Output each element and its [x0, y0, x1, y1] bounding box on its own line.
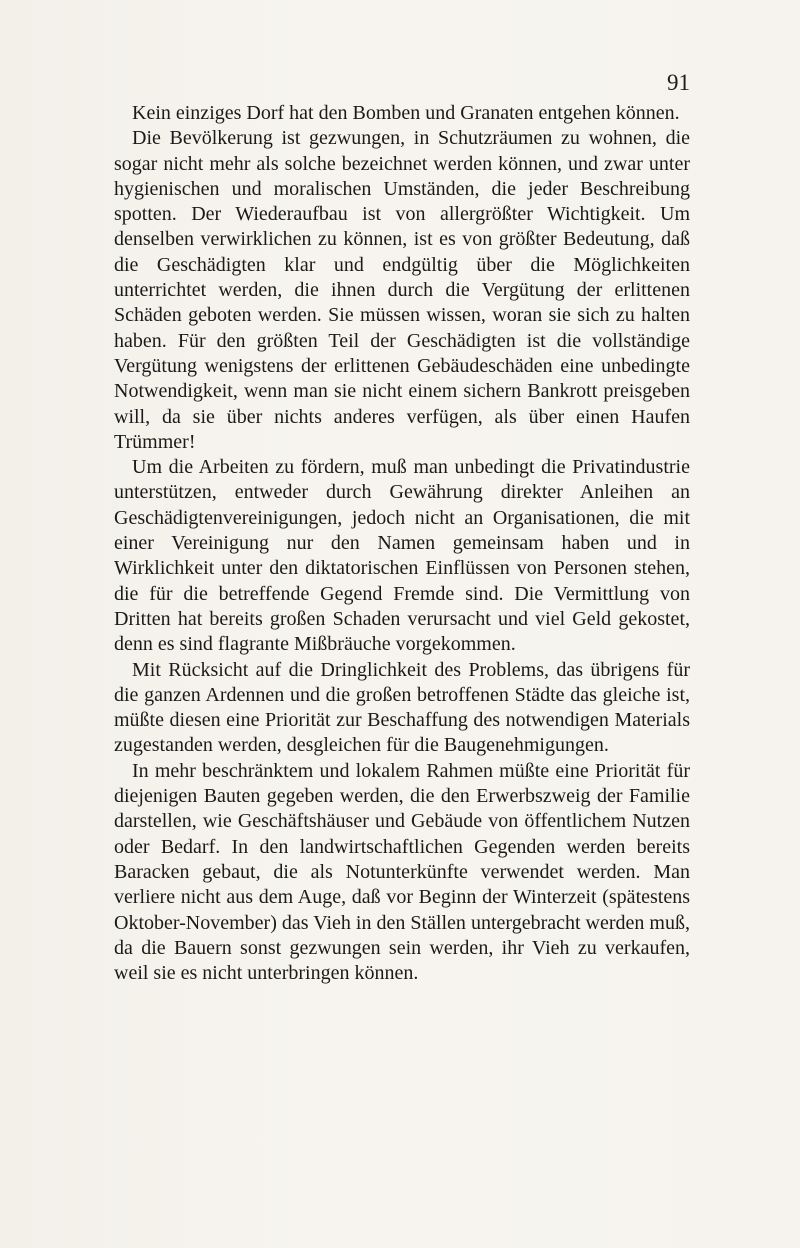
paragraph: Um die Arbeiten zu fördern, muß man unbedingt die Privatindustrie unterstützen, entweder durch Gewährung direkter Anleihen an Geschädigtenvereinigungen, jedoch nicht an Organisationen, die mit einer Vereinigung nur den Namen gemeinsam haben und in Wirklichkeit unter den diktatorischen Einflüssen von Personen stehen, die für die betreffende Gegend Fremde sind. Die Vermittlung von Dritten hat bereits großen Schaden verursacht und viel Geld gekostet, denn es sind flagrante Mißbräuche vorgekommen. — [114, 456, 690, 656]
body-text — [114, 101, 690, 986]
page-number: 91 — [667, 70, 690, 95]
paragraph: Kein einziges Dorf hat den Bomben und Granaten entgehen können. — [132, 102, 680, 124]
paragraph: In mehr beschränktem und lokalem Rahmen müßte eine Priorität für diejenigen Bauten gegeben werden, die den Erwerbszweig der Familie darstellen, wie Geschäftshäuser und Gebäude von öffentlichem Nutzen oder Bedarf. In den landwirtschaftlichen Gegenden werden bereits Baracken gebaut, die als Notunterkünfte verwendet werden. Man verliere nicht aus dem Auge, daß vor Beginn der Winterzeit (spätestens Oktober-November) das Vieh in den Ställen untergebracht werden muß, da die Bauern sonst gezwungen sein werden, ihr Vieh zu verkaufen, weil sie es nicht unterbringen können. — [114, 759, 690, 985]
paragraph: Mit Rücksicht auf die Dringlichkeit des Problems, das übrigens für die ganzen Ardennen und die großen betroffenen Städte das gleiche ist, müßte diesen eine Priorität zur Beschaffung des notwendigen Materials zugestanden werden, desgleichen für die Baugenehmigungen. — [114, 658, 690, 757]
paragraph: Die Bevölkerung ist gezwungen, in Schutzräumen zu wohnen, die sogar nicht mehr als solche bezeichnet werden können, und zwar unter hygienischen und moralischen Umständen, die jeder Beschreibung spotten. Der Wiederaufbau ist von allergrößter Wichtigkeit. Um denselben verwirklichen zu können, ist es von größter Bedeutung, daß die Geschädigten klar und endgültig über die Möglichkeiten unterrichtet werden, die ihnen durch die Vergütung der erlittenen Schäden geboten werden. Sie müssen wissen, woran sie sich zu halten haben. Für den größten Teil der Geschädigten ist die vollständige Vergütung wenigstens der erlittenen Gebäudeschäden eine unbedingte Notwendigkeit, wenn man sie nicht einem sichern Bankrott preisgeben will, da sie über nichts anderes verfügen, als über einen Haufen Trümmer! — [114, 127, 690, 453]
